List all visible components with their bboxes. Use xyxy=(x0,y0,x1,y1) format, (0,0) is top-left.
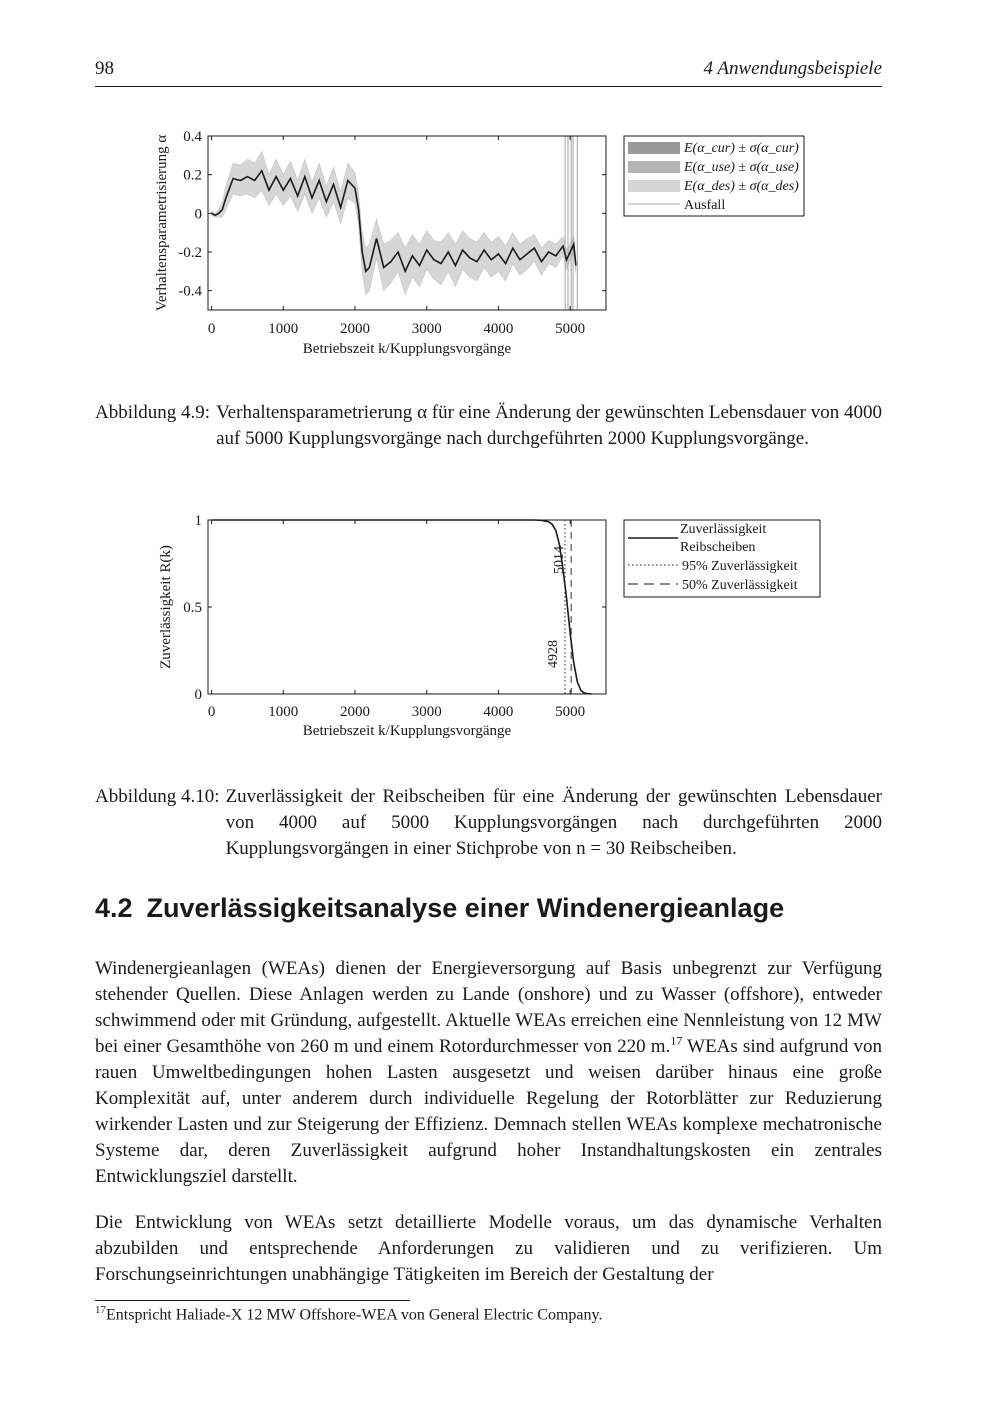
reliability-curve xyxy=(212,520,592,694)
footnote-mark: 17 xyxy=(95,1304,106,1316)
page-number: 98 xyxy=(95,58,114,79)
paragraph-1-text-a: Windenergieanlagen (WEAs) dienen der Energieversorgung auf Basis unbegrenzt zur Verfügung stehender Quellen. Diese Anlagen werden zu Lande (onshore) und zu Wasser (offshore), entweder schwimmend oder mit Gründung, aufgestellt. Aktuelle WEAs erreichen eine Nennleistung von 12 MW bei einer Gesamthöhe von 260 m und einem Rotordurchmesser von 220 m. xyxy=(95,958,882,1057)
y-tick-label: 0 xyxy=(194,687,202,703)
section-title: Zuverlässigkeitsanalyse einer Windenergieanlage xyxy=(146,893,785,923)
legend-swatch-des xyxy=(628,180,680,192)
x-tick-label: 0 xyxy=(207,704,216,720)
y-tick-label: -0.4 xyxy=(178,283,202,300)
section-heading xyxy=(95,893,784,924)
sigma-band xyxy=(212,151,576,294)
failure-lines xyxy=(565,136,577,310)
figure-4-9-chart xyxy=(140,118,840,368)
legend xyxy=(624,136,804,216)
legend-entry-ausfall: Ausfall xyxy=(684,198,726,213)
x-tick-label: 5000 xyxy=(555,704,586,720)
y-axis-label: Verhaltensparametrisierung α xyxy=(154,134,170,312)
paragraph-1-text-b: WEAs sind aufgrund von rauen Umweltbedingungen hohen Lasten ausgesetzt und weisen darüber hinaus eine große Komplexität auf, unter anderem durch individuelle Regelung der Rotorblätter zur Reduzierung wirkender Lasten und zur Steigerung der Effizienz. Demnach stellen WEAs komplexe mechatronische Systeme dar, deren Zuverlässigkeit aufgrund hoher Instandhaltungskosten ein zentrales Entwicklungsziel darstellt. xyxy=(95,1036,882,1187)
y-tick-label: 1 xyxy=(194,513,202,529)
header-rule xyxy=(95,86,882,87)
y-tick-label: 0.5 xyxy=(183,600,202,616)
footnote-rule xyxy=(95,1300,410,1301)
paragraph-1 xyxy=(95,956,882,1190)
paragraph-2: Die Entwicklung von WEAs setzt detaillierte Modelle voraus, um das dynamische Verhalten abzubilden und entsprechende Anforderungen zu validieren und zu verifizieren. Um Forschungseinrichtungen unabhängige Tätigkeiten im Bereich der Gestaltung der xyxy=(95,1212,882,1285)
x-tick-label: 2000 xyxy=(340,704,371,720)
x-axis-label: Betriebszeit k/Kupplungsvorgänge xyxy=(302,341,512,357)
x-tick-label: 0 xyxy=(207,321,216,337)
x-tick-label: 3000 xyxy=(411,321,442,337)
legend-swatch-use xyxy=(628,161,680,173)
x-tick-label: 1000 xyxy=(268,321,299,337)
legend-entry-des: E(α_des) ± σ(α_des) xyxy=(684,179,799,194)
marker-label-4928: 4928 xyxy=(545,640,561,668)
legend-entry-use: E(α_use) ± σ(α_use) xyxy=(684,160,799,175)
footnote-ref[interactable]: 17 xyxy=(670,1033,683,1048)
running-header-chapter: 4 Anwendungsbeispiele xyxy=(703,58,882,79)
x-tick-label: 1000 xyxy=(268,704,299,720)
y-tick-label: -0.2 xyxy=(178,245,202,261)
x-tick-label: 4000 xyxy=(483,704,514,720)
x-tick-label: 2000 xyxy=(340,321,371,337)
x-tick-label: 4000 xyxy=(483,321,514,337)
y-tick-label: 0.4 xyxy=(183,129,202,145)
legend-entry-50: 50% Zuverlässigkeit xyxy=(682,578,798,593)
legend xyxy=(624,520,820,597)
footnote-text: Entspricht Haliade-X 12 MW Offshore-WEA von General Electric Company. xyxy=(106,1306,603,1324)
y-axis-label: Zuverlässigkeit R(k) xyxy=(158,545,174,669)
y-tick-label: 0.2 xyxy=(183,167,202,184)
caption-label: Abbildung 4.10: xyxy=(95,786,220,807)
figure-4-9-caption xyxy=(95,400,882,452)
x-tick-label: 5000 xyxy=(555,321,586,337)
legend-entry-reliability: Zuverlässigkeit Reibscheiben xyxy=(680,522,767,555)
legend-entry-95: 95% Zuverlässigkeit xyxy=(682,559,798,574)
caption-text: Verhaltensparametrierung α für eine Änderung der gewünschten Lebensdauer von 4000 auf 5000 Kupplungsvorgänge nach durchgeführten 2000 Kupplungsvorgänge. xyxy=(216,402,882,449)
figure-4-10-chart xyxy=(140,502,840,747)
marker-label-5014: 5014 xyxy=(552,546,568,574)
section-number: 4.2 xyxy=(95,893,133,923)
x-axis-ticks xyxy=(208,520,585,720)
y-axis-ticks xyxy=(183,513,606,703)
caption-text: Zuverlässigkeit der Reibscheiben für eine Änderung der gewünschten Lebensdauer von 4000 auf 5000 Kupplungsvorgängen nach durchgeführten 2000 Kupplungsvorgängen in einer Stichprobe von n = 30 Reibscheiben. xyxy=(225,786,882,859)
legend-swatch-cur xyxy=(628,142,680,154)
sigma-band-area xyxy=(212,151,576,294)
y-tick-label: 0 xyxy=(194,206,202,223)
caption-label: Abbildung 4.9: xyxy=(95,402,211,423)
x-axis-label: Betriebszeit k/Kupplungsvorgänge xyxy=(302,723,512,739)
figure-4-10-caption xyxy=(95,784,882,862)
footnote xyxy=(95,1304,602,1324)
x-tick-label: 3000 xyxy=(411,704,442,720)
legend-entry-cur: E(α_cur) ± σ(α_cur) xyxy=(684,141,799,156)
